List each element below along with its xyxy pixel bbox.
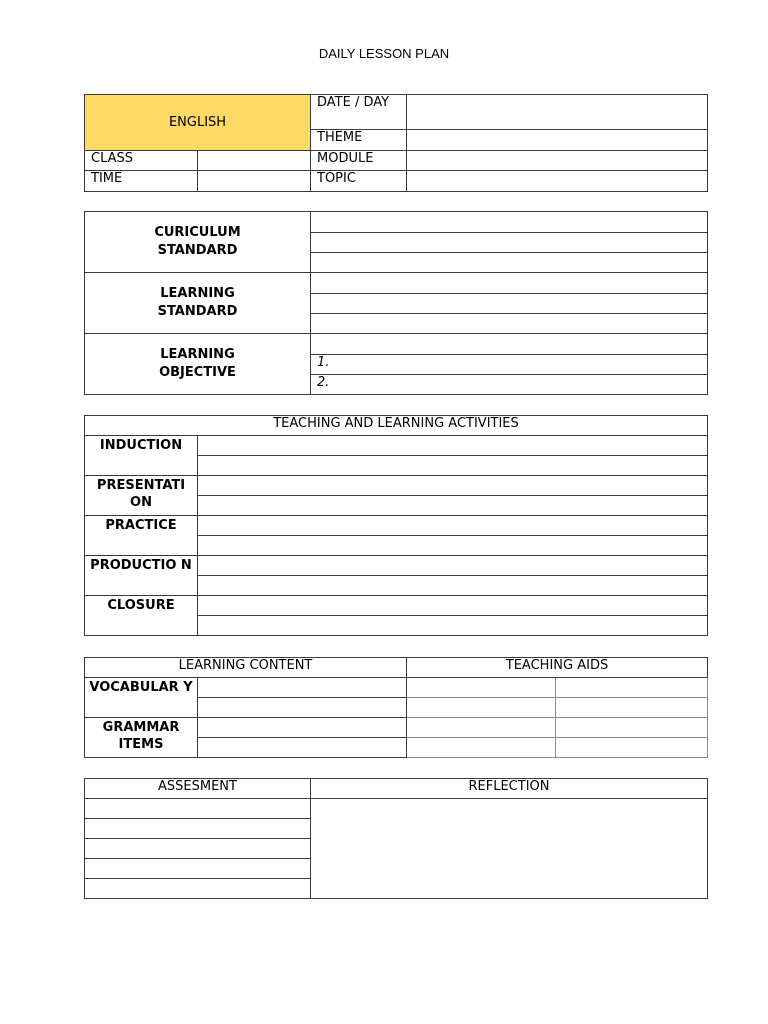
stage-production: PRODUCTIO N [85, 556, 198, 596]
curriculum-standard-line[interactable] [311, 212, 708, 233]
assessment-line[interactable] [85, 859, 311, 879]
teaching-aid-cell[interactable] [407, 678, 556, 698]
learning-objective-text: LEARNING OBJECTIVE [159, 347, 236, 380]
topic-field[interactable] [407, 171, 708, 192]
learning-standard-text: LEARNING STANDARD [157, 286, 238, 319]
teaching-aid-cell[interactable] [407, 738, 556, 758]
header-table [84, 94, 708, 192]
assessment-line[interactable] [85, 839, 311, 859]
assessment-line[interactable] [85, 819, 311, 839]
grammar-label: GRAMMAR ITEMS [85, 718, 198, 758]
presentation-line[interactable] [198, 496, 708, 516]
closure-line[interactable] [198, 616, 708, 636]
production-line[interactable] [198, 576, 708, 596]
learning-standard-line[interactable] [311, 273, 708, 294]
learning-objective-label [85, 334, 311, 395]
teaching-aid-cell[interactable] [407, 698, 556, 718]
teaching-aid-cell[interactable] [556, 678, 708, 698]
module-label: MODULE [311, 151, 407, 171]
curriculum-standard-label [85, 212, 311, 273]
document-title: DAILY LESSON PLAN [318, 46, 450, 61]
learning-content-heading: LEARNING CONTENT [85, 658, 407, 678]
content-table [84, 657, 708, 758]
practice-line[interactable] [198, 516, 708, 536]
activities-heading: TEACHING AND LEARNING ACTIVITIES [85, 416, 708, 436]
date-day-field[interactable] [407, 95, 708, 130]
production-line[interactable] [198, 556, 708, 576]
teaching-aid-cell[interactable] [407, 718, 556, 738]
assessment-line[interactable] [85, 879, 311, 899]
module-field[interactable] [407, 151, 708, 171]
teaching-aids-heading: TEACHING AIDS [407, 658, 708, 678]
subject-title: ENGLISH [85, 95, 311, 151]
time-field[interactable] [198, 171, 311, 192]
reflection-heading: REFLECTION [311, 779, 708, 799]
assessment-line[interactable] [85, 799, 311, 819]
vocabulary-line[interactable] [198, 678, 407, 698]
teaching-aid-cell[interactable] [556, 738, 708, 758]
theme-label: THEME [311, 130, 407, 151]
stage-practice: PRACTICE [85, 516, 198, 556]
learning-objective-line[interactable] [311, 334, 708, 355]
assessment-heading: ASSESMENT [85, 779, 311, 799]
theme-field[interactable] [407, 130, 708, 151]
stage-presentation: PRESENTATI ON [85, 476, 198, 516]
learning-standard-label [85, 273, 311, 334]
learning-standard-line[interactable] [311, 294, 708, 314]
vocabulary-label: VOCABULAR Y [85, 678, 198, 718]
induction-line[interactable] [198, 436, 708, 456]
stage-induction: INDUCTION [85, 436, 198, 476]
assessment-table [84, 778, 708, 899]
curriculum-standard-line[interactable] [311, 253, 708, 273]
time-label: TIME [85, 171, 198, 192]
teaching-aid-cell[interactable] [556, 718, 708, 738]
closure-line[interactable] [198, 596, 708, 616]
topic-label: TOPIC [311, 171, 407, 192]
presentation-line[interactable] [198, 476, 708, 496]
standards-table [84, 211, 708, 395]
grammar-line[interactable] [198, 718, 407, 738]
curriculum-standard-text: CURICULUM STANDARD [154, 225, 241, 258]
activities-table [84, 415, 708, 636]
practice-line[interactable] [198, 536, 708, 556]
stage-closure: CLOSURE [85, 596, 198, 636]
objective-2[interactable]: 2. [311, 375, 708, 395]
reflection-box[interactable] [311, 799, 708, 899]
class-label: CLASS [85, 151, 198, 171]
induction-line[interactable] [198, 456, 708, 476]
teaching-aid-cell[interactable] [556, 698, 708, 718]
vocabulary-line[interactable] [198, 698, 407, 718]
curriculum-standard-line[interactable] [311, 233, 708, 253]
grammar-line[interactable] [198, 738, 407, 758]
learning-standard-line[interactable] [311, 314, 708, 334]
objective-1[interactable]: 1. [311, 355, 708, 375]
date-day-label: DATE / DAY [311, 95, 407, 130]
class-field[interactable] [198, 151, 311, 171]
